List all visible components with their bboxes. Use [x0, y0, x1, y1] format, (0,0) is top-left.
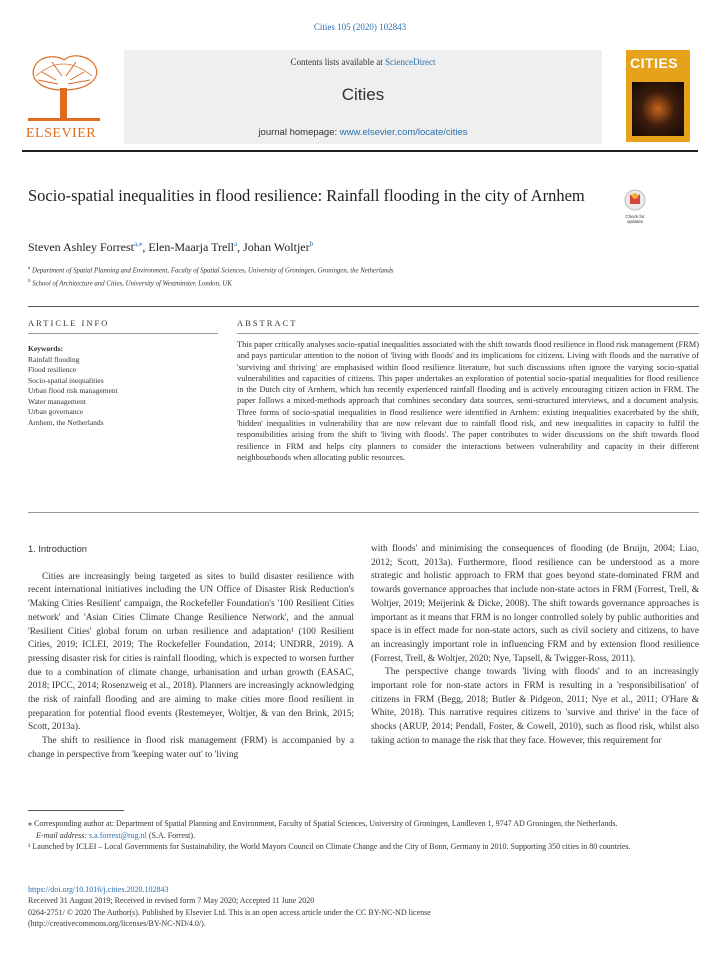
- publication-dates: Received 31 August 2019; Received in revised form 7 May 2020; Accepted 11 June 2020: [28, 896, 315, 906]
- author-name[interactable]: Steven Ashley Forrest: [28, 240, 134, 254]
- right-column: [371, 543, 699, 749]
- copyright-line: 0264-2751/ © 2020 The Author(s). Published by Elsevier Ltd. This is an open access article under the CC BY-NC-ND license: [28, 907, 431, 917]
- body-paragraph: The shift to resilience in flood risk management (FRM) is accompanied by a change in perspective from 'keeping water out' to 'living: [28, 736, 354, 760]
- affiliation-mark: b: [28, 279, 31, 285]
- elsevier-logo[interactable]: [22, 50, 106, 142]
- email-label: E-mail address:: [36, 830, 90, 840]
- abstract-bottom-divider: [28, 512, 699, 513]
- publisher-name: ELSEVIER: [26, 126, 97, 141]
- keyword: Arnhem, the Netherlands: [28, 417, 104, 427]
- crossmark-label: Check for updates: [625, 214, 645, 224]
- abstract-underline: [237, 333, 699, 334]
- author-marks[interactable]: a,⁎: [134, 240, 143, 248]
- keyword: Water management: [28, 396, 86, 406]
- doi-link[interactable]: https://doi.org/10.1016/j.cities.2020.102843: [28, 885, 169, 894]
- author-marks[interactable]: a: [234, 240, 238, 248]
- article-info-heading: ARTICLE INFO: [28, 318, 110, 328]
- keywords-block: [28, 344, 118, 428]
- affiliation: [28, 263, 393, 276]
- sciencedirect-link[interactable]: ScienceDirect: [385, 57, 436, 67]
- abstract-heading: ABSTRACT: [237, 318, 298, 328]
- article-title: Socio-spatial inequalities in flood resilience: Rainfall flooding in the city of Arnhem: [28, 186, 585, 205]
- keyword: Urban flood risk management: [28, 386, 118, 395]
- email-line: [28, 830, 699, 842]
- affiliation-text: School of Architecture and Cities, University of Westminster, London, UK: [32, 280, 232, 288]
- email-link[interactable]: s.a.forrest@rug.nl: [89, 830, 147, 840]
- article-info-underline: [28, 333, 218, 334]
- author-marks[interactable]: b: [309, 240, 314, 248]
- body-paragraph: The perspective change towards 'living with floods' and to an increasingly important role for non-state actors in FRM is resulting in a 'responsibilisation' of citizens in FRM (Begg, 2018; Butler & Pidgeon, 2011; Nye et al., 2011; O'Hare & White, 2018). This narrative requires citizens to 'survive and thrive' in the face of shocks (ARUP, 2014; Pendall, Foster, & Cowell, 2010), such as flood risk, whilst also taking action to manage the risk that they face. However, this requirement for: [371, 667, 699, 746]
- info-divider: [28, 306, 699, 307]
- crossmark-icon: [620, 188, 650, 214]
- author-name[interactable]: Johan Woltjer: [243, 240, 310, 254]
- footnote-divider: [28, 810, 124, 811]
- keyword: Flood resilience: [28, 365, 77, 374]
- author-name[interactable]: Elen-Maarja Trell: [148, 240, 235, 254]
- footnotes: [28, 818, 699, 853]
- homepage-prefix: journal homepage:: [258, 127, 340, 138]
- publication-info: [28, 884, 699, 930]
- license-url[interactable]: (http://creativecommons.org/licenses/BY-NC-ND/4.0/).: [28, 919, 206, 929]
- keyword: Socio-spatial inequalities: [28, 375, 104, 385]
- left-column: [28, 543, 354, 763]
- homepage-link[interactable]: www.elsevier.com/locate/cities: [339, 127, 468, 138]
- keywords-label: Keywords:: [28, 344, 63, 353]
- contents-prefix: Contents lists available at: [290, 57, 385, 67]
- header-divider: [22, 150, 698, 152]
- cover-title: CITIES: [630, 55, 679, 71]
- contents-line: [124, 57, 602, 67]
- elsevier-tree-icon: [22, 50, 106, 124]
- email-suffix: (S.A. Forrest).: [146, 830, 196, 840]
- abstract-text: This paper critically analyses socio-spatial inequalities associated with the shift towards flood resilience in flood risk management (FRM) and pays particular attention to the notion of 'living with floods' and its implications for citizens. Living with floods and the narrative of 'surviving and thriving' are emphasised within flood resilience literature, but such discussions often ignore the varying socio-spatial vulnerabilities and capacities of citizens. This paper undertakes an exploration of potential socio-spatial inequalities for flood resilience in the Dutch city of Arnhem, which has recently experienced rainfall flooding and is actively encouraging citizen action in FRM. The paper follows a mixed-methods approach that combines secondary data sources, semi-structured interviews, and a document analysis. Three forms of socio-spatial inequalities in flood resilience were identified in Arnhem: existing inequalities exacerbated by the shift, 'hidden' inequalities in vulnerability that are now relevant due to rainfall flood risk, and new inequalities in capacity to fulfil the responsibilities arising from the shift to 'living with floods'. The paper contributes to wider discussions on the shift towards flood resilience in FRM and helps city planners to consider the interactions between vulnerability and capacity in their different neighbourhoods when allocating public resources.: [237, 340, 699, 462]
- crossmark-badge[interactable]: [620, 188, 650, 222]
- journal-homepage: [124, 127, 602, 138]
- affiliation-mark: a: [28, 266, 31, 271]
- body-paragraph: with floods' and minimising the consequences of flooding (de Bruijn, 2004; Liao, 2012; Scott, 2013a). Furthermore, flood resilience can be understood as a more strategic and holistic approach to FRM that goes beyond state-dominated FRM and towards governance approaches that include non-state actors in FRM (Forrest, Trell, & Woltjer, 2019; Meijerink & Dicke, 2008). The shift towards governance approaches is important as it means that FRM is no longer controlled solely by public authorities and space is in effect made for non-state actors, such as civil society and citizens, to have an increasingly important role in influencing FRM and by extension flood resilience (Forrest, Trell, & Woltjer, 2020; Nye, Tapsell, & Twigger-Ross, 2011).: [371, 544, 699, 664]
- keyword: Urban governance: [28, 407, 84, 416]
- journal-reference[interactable]: Cities 105 (2020) 102843: [313, 22, 407, 32]
- affiliations: [28, 263, 393, 290]
- footnote-1: ¹ Launched by ICLEI – Local Governments for Sustainability, the World Mayors Council on Climate Change and the City of Bonn, Germany in 2010. Supporting 350 cities in 80 countries.: [28, 842, 631, 851]
- journal-info-box: [124, 50, 602, 144]
- section-heading-introduction: 1. Introduction: [28, 544, 87, 554]
- journal-cover[interactable]: [626, 50, 690, 142]
- body-paragraph: Cities are increasingly being targeted as sites to build disaster resilience with recent international initiatives including the UN Office of Disaster Risk Reduction's 'Making Cities Resilient' campaign, the Rockefeller Foundation's '100 Resilient Cities network' and 'Asian Cities Climate Change Resilience Network', and the annual 'Resilient Cities' global forum on urban resilience and adaptation¹ (100 Resilient Cities, 2019; ICLEI, 2019; The Rockefeller Foundation, 2014; UNDRR, 2019). A pressing disaster risk for cities is rainfall flooding, which is expected to worsen further due to a combination of climate change, urbanisation and urban growth (EASAC, 2018; IPCC, 2014; Rosenzweig et al., 2018). Planners are increasingly acknowledging the risk of rainfall flooding and are aiming to make cities more flood resilient in preparation for potential flood events (Restemeyer, Woltjer, & van den Brink, 2015; Scott, 2013a).: [28, 571, 354, 733]
- keyword: Rainfall flooding: [28, 354, 80, 364]
- cover-image: [632, 82, 684, 136]
- corresponding-author-note: ⁎ Corresponding author at: Department of Spatial Planning and Environment, Faculty of Spatial Sciences, University of Groningen, Landleven 1, 9747 AD Groningen, the Netherlands.: [28, 819, 618, 828]
- affiliation: [28, 276, 393, 289]
- author-list: Steven Ashley Forrest$^{a,⁎}$, Elen-Maarja Trell$^a$, Johan Woltjer$^b$: [28, 240, 314, 254]
- affiliation-text: Department of Spatial Planning and Environment, Faculty of Spatial Sciences, University of Groningen, Groningen, the Netherlands: [31, 267, 394, 275]
- masthead: [22, 50, 698, 146]
- journal-name: Cities: [341, 85, 385, 104]
